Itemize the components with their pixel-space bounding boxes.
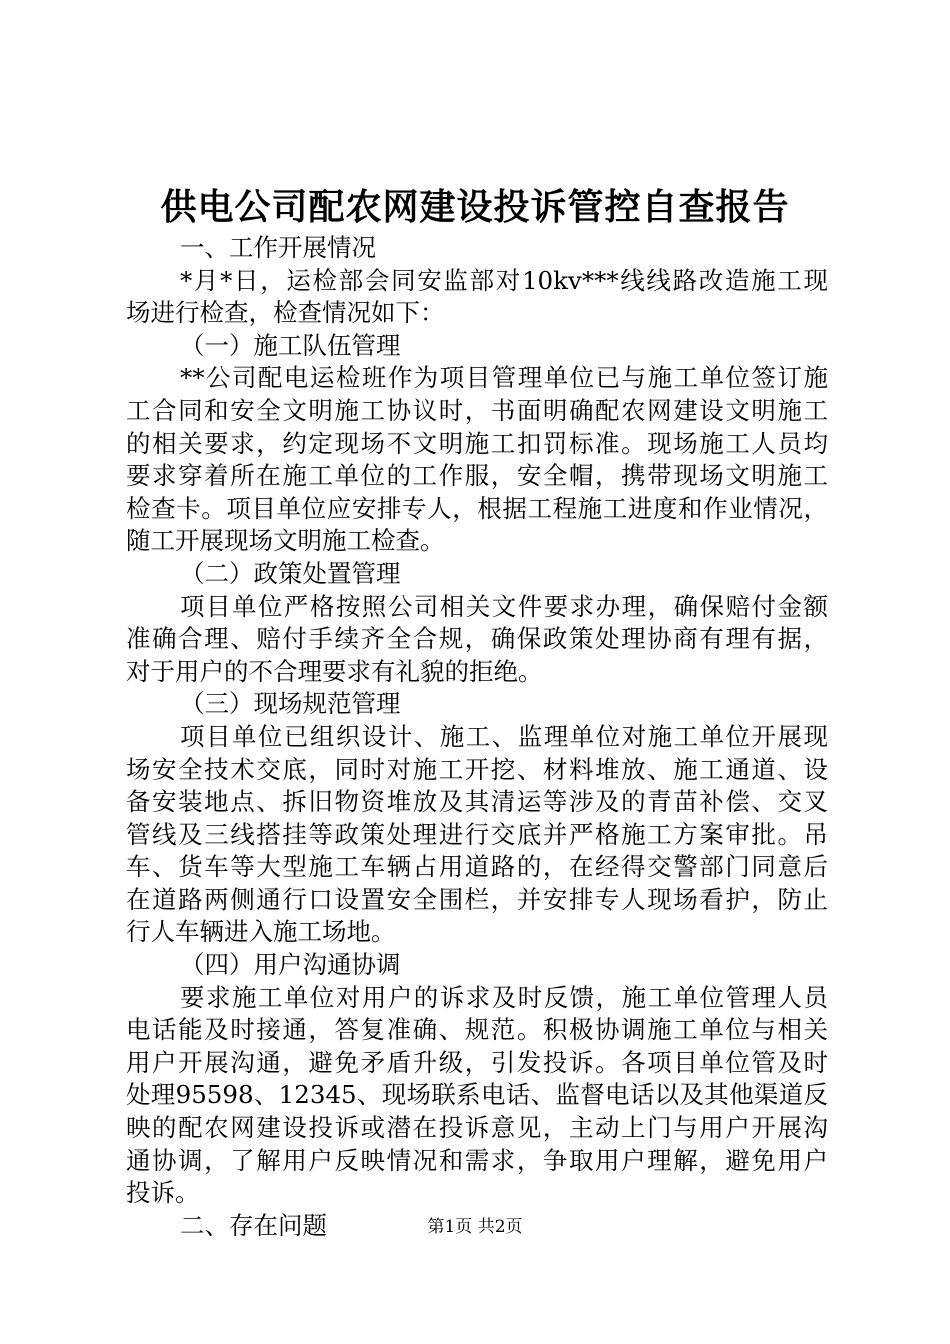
body-line: 在道路两侧通行口设置安全围栏，并安排专人现场看护，防止 — [126, 884, 828, 914]
body-line: 要求施工单位对用户的诉求及时反馈，施工单位管理人员 — [180, 982, 828, 1012]
body-line: *月*日，运检部会同安监部对10kv***线线路改造施工现 — [180, 265, 828, 295]
document-body — [126, 232, 828, 1242]
body-line: 要求穿着所在施工单位的工作服，安全帽，携带现场文明施工 — [126, 461, 828, 491]
body-line: （三）现场规范管理 — [180, 689, 401, 719]
body-line: 场安全技术交底，同时对施工开挖、材料堆放、施工通道、设 — [126, 754, 828, 784]
body-line: 处理95598、12345、现场联系电话、监督电话以及其他渠道反 — [126, 1080, 828, 1110]
body-line: 通协调，了解用户反映情况和需求，争取用户理解，避免用户 — [126, 1145, 828, 1175]
body-line: 项目单位严格按照公司相关文件要求办理，确保赔付金额 — [180, 591, 828, 621]
body-line: 备安装地点、拆旧物资堆放及其清运等涉及的青苗补偿、交叉 — [126, 787, 828, 817]
body-line: 项目单位已组织设计、施工、监理单位对施工单位开展现 — [180, 721, 828, 751]
page-footer: 第1页 共2页 — [427, 1217, 523, 1237]
body-line: 行人车辆进入施工场地。 — [126, 917, 396, 947]
body-line: 映的配农网建设投诉或潜在投诉意见，主动上门与用户开展沟 — [126, 1113, 828, 1143]
body-line: （一）施工队伍管理 — [180, 330, 401, 360]
body-line: （四）用户沟通协调 — [180, 950, 401, 980]
body-line: 随工开展现场文明施工检查。 — [126, 526, 445, 556]
body-line: **公司配电运检班作为项目管理单位已与施工单位签订施 — [180, 363, 828, 393]
body-line: 电话能及时接通，答复准确、规范。积极协调施工单位与相关 — [126, 1015, 828, 1045]
body-line: 二、存在问题 — [180, 1210, 327, 1240]
body-line: （二）政策处置管理 — [180, 558, 401, 588]
body-line: 检查卡。项目单位应安排专人，根据工程施工进度和作业情况， — [126, 493, 828, 523]
body-line: 投诉。 — [126, 1178, 200, 1208]
body-line: 工合同和安全文明施工协议时，书面明确配农网建设文明施工 — [126, 395, 828, 425]
body-line: 的相关要求，约定现场不文明施工扣罚标准。现场施工人员均 — [126, 428, 828, 458]
body-line: 管线及三线搭挂等政策处理进行交底并严格施工方案审批。吊 — [126, 819, 828, 849]
body-line: 用户开展沟通，避免矛盾升级，引发投诉。各项目单位管及时 — [126, 1047, 828, 1077]
body-line: 车、货车等大型施工车辆占用道路的，在经得交警部门同意后 — [126, 852, 828, 882]
body-line: 准确合理、赔付手续齐全合规，确保政策处理协商有理有据， — [126, 624, 828, 654]
body-line: 场进行检查，检查情况如下： — [126, 298, 445, 328]
body-line: 对于用户的不合理要求有礼貌的拒绝。 — [126, 656, 543, 686]
body-line: 一、工作开展情况 — [180, 233, 376, 262]
document-title: 供电公司配农网建设投诉管控自查报告 — [160, 186, 790, 228]
